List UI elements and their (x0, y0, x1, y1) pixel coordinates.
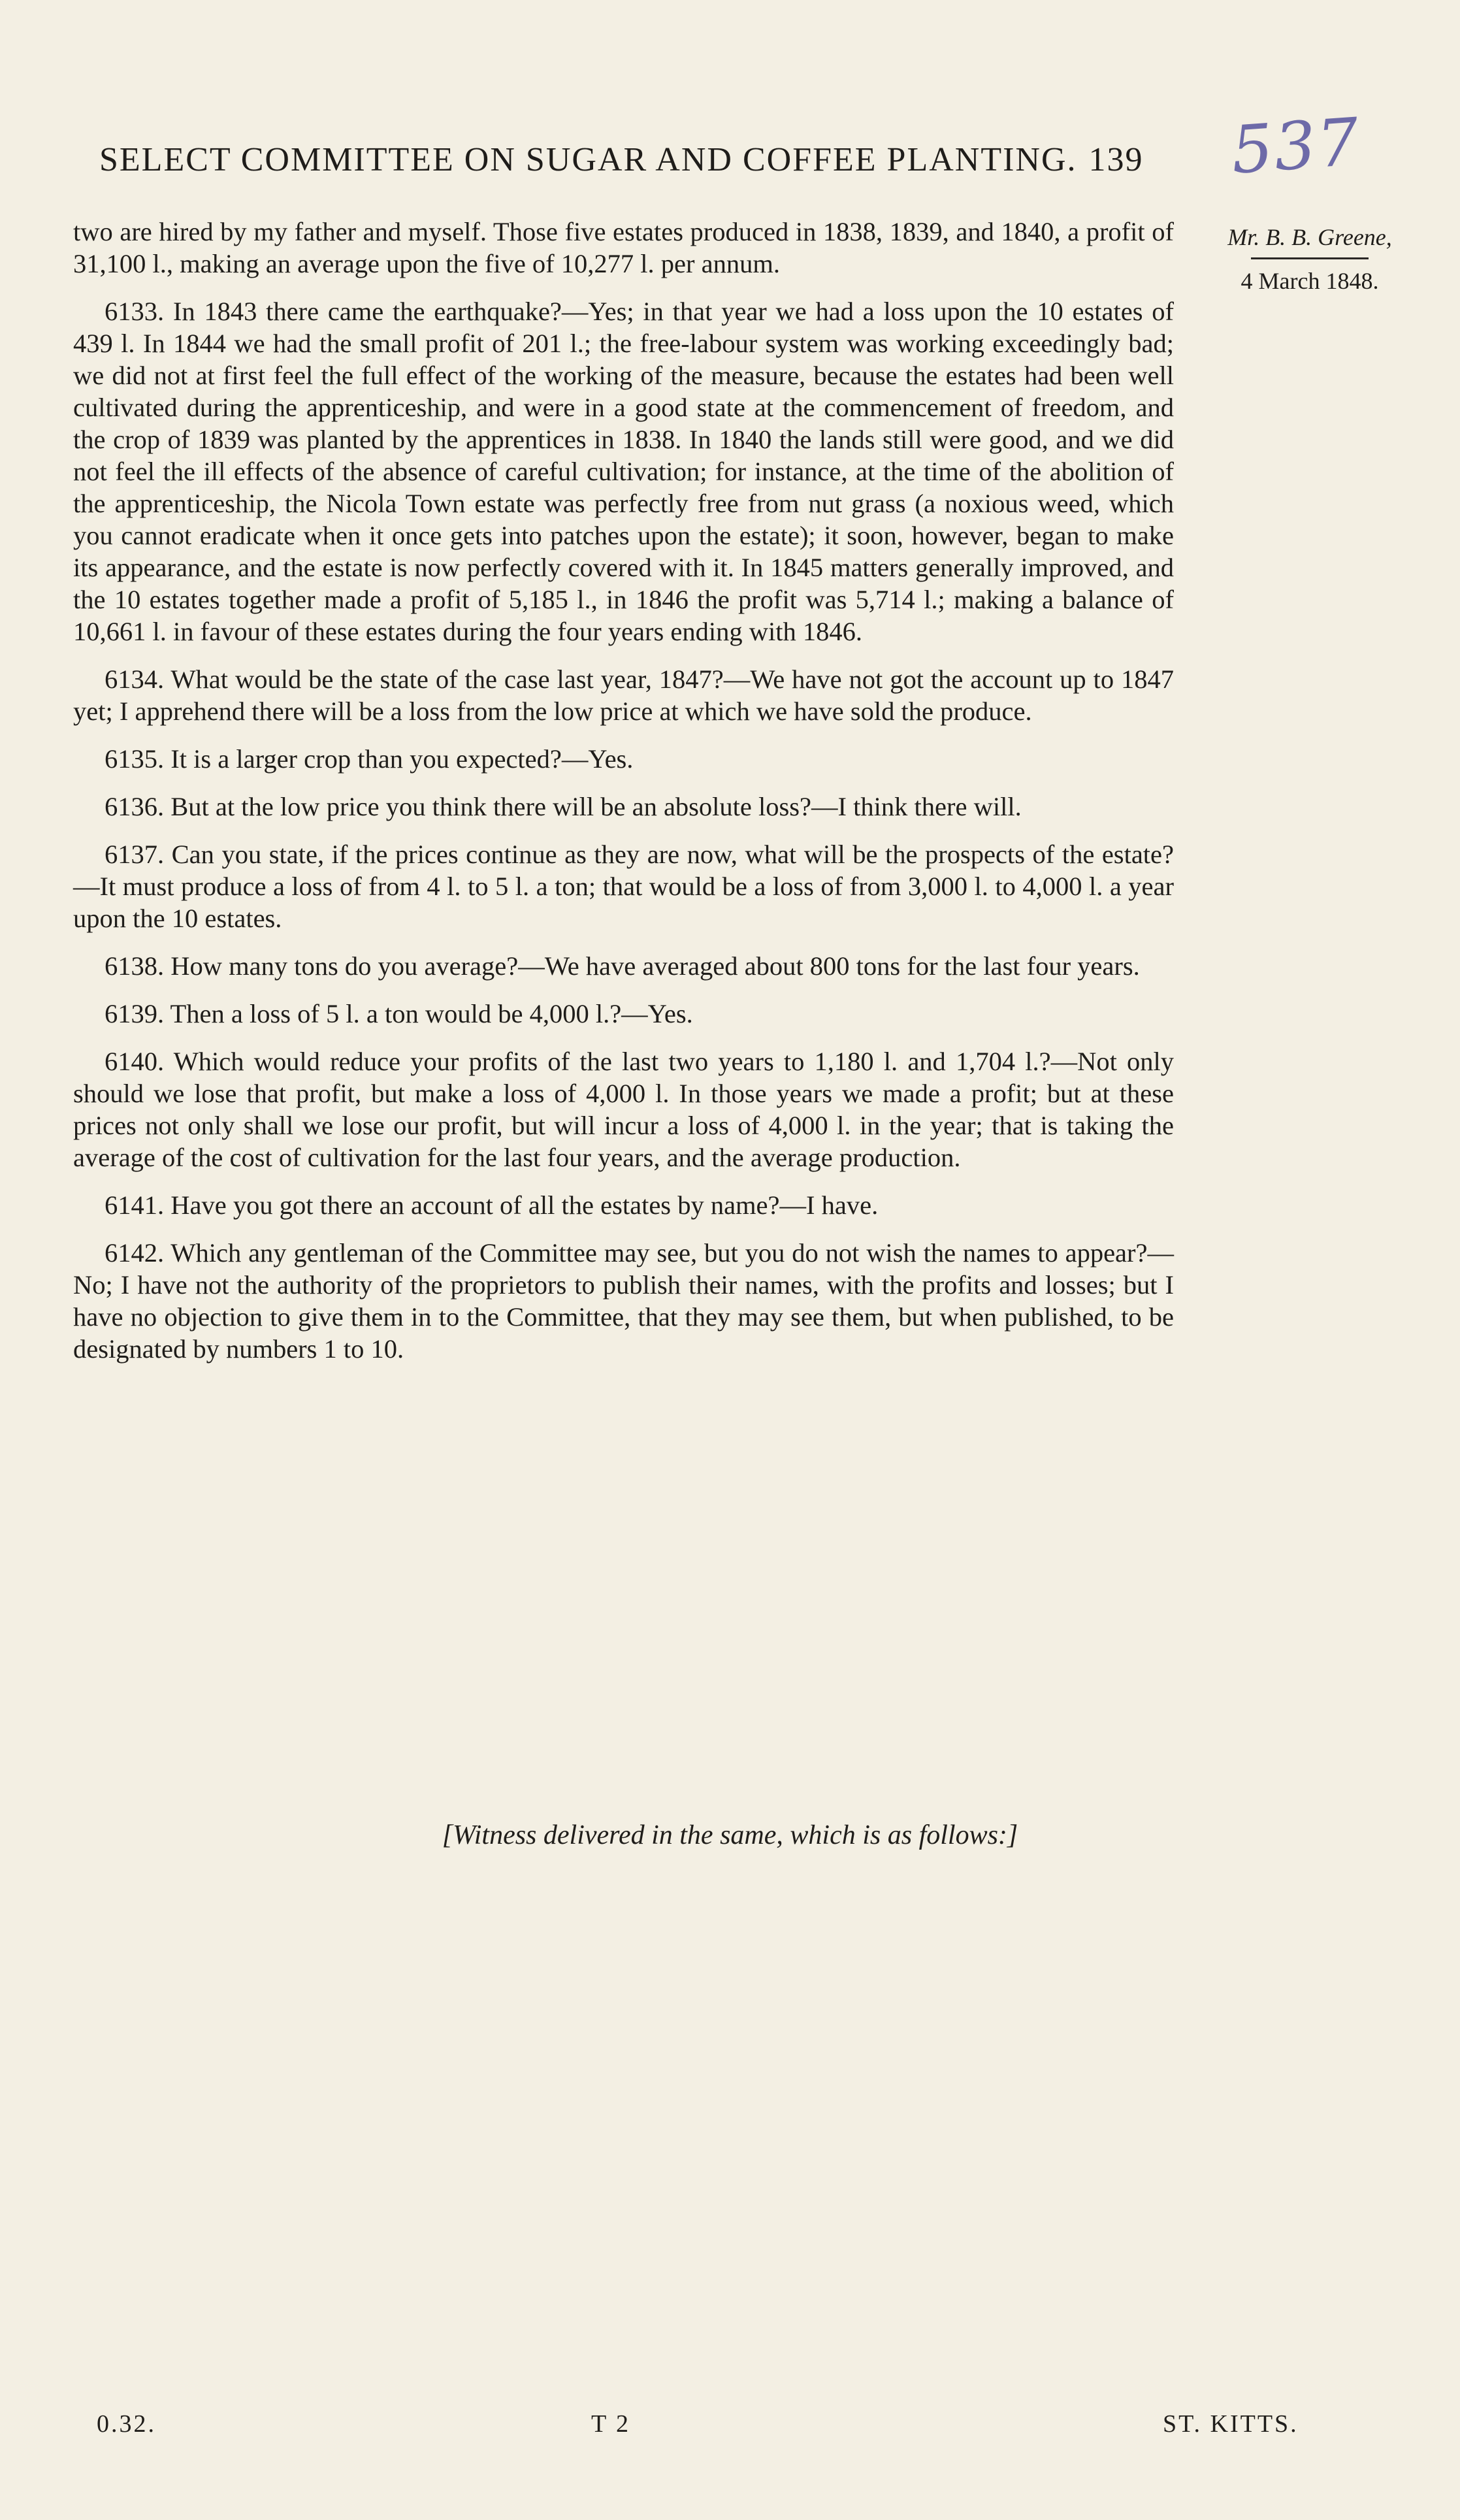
paragraph-number: 6134. (105, 664, 165, 694)
paragraph-number: 6140. (105, 1047, 165, 1076)
header-title: SELECT COMMITTEE ON SUGAR AND COFFEE PLANTING. (99, 141, 1077, 178)
paragraph-6138: 6138. How many tons do you average?—We have averaged about 800 tons for the last four years. (73, 950, 1174, 982)
paragraph-6134: 6134. What would be the state of the case last year, 1847?—We have not got the account up to 1847 yet; I apprehend there will be a loss from the low price at which we have sold the produce. (73, 664, 1174, 726)
paragraph-number: 6139. (105, 999, 165, 1028)
paragraph-number: 6137. (105, 840, 165, 869)
footer-catchword: ST. KITTS. (1163, 2410, 1299, 2438)
paragraph-number: 6136. (105, 792, 165, 821)
footer-signature-mark: T 2 (591, 2410, 631, 2438)
margin-note (1186, 221, 1434, 297)
header-page-number: 139 (1088, 141, 1144, 178)
paragraph-number: 6138. (105, 951, 165, 981)
paragraph-6140: 6140. Which would reduce your profits of the last two years to 1,180 l. and 1,704 l.?—Not only should we lose that profit, but make a loss of 4,000 l. In those years we made a profit; but at these prices not only shall we lose our profit, but will incur a loss of 4,000 l. in the year; that is taking the average of the cost of cultivation for the last four years, and the average production. (73, 1047, 1174, 1172)
paragraph-number: 6142. (105, 1238, 165, 1268)
paragraph-6136: 6136. But at the low price you think there will be an absolute loss?—I think there will. (73, 791, 1174, 823)
paragraph-6141: 6141. Have you got there an account of all the estates by name?—I have. (73, 1189, 1174, 1221)
margin-date: 4 March 1848. (1241, 268, 1379, 294)
margin-witness-name: Mr. B. B. Greene, (1227, 224, 1392, 250)
witness-delivery-note: [Witness delivered in the same, which is as follows:] (442, 1820, 1018, 1850)
margin-divider (1251, 257, 1369, 259)
paragraph-number: 6135. (105, 744, 165, 774)
paragraph-number: 6133. (105, 297, 165, 326)
paragraph-6135: 6135. It is a larger crop than you expected?—Yes. (73, 743, 1174, 775)
testimony-body (73, 216, 1174, 1381)
footer-left: 0.32. (97, 2410, 156, 2438)
paragraph-continuation: two are hired by my father and myself. Those five estates produced in 1838, 1839, and 1840, a profit of 31,100 l., making an average upon the five of 10,277 l. per annum. (73, 217, 1174, 278)
handwritten-folio-number: 537 (1229, 103, 1363, 189)
paragraph-6133: 6133. In 1843 there came the earthquake?—Yes; in that year we had a loss upon the 10 estates of 439 l. In 1844 we had the small profit of 201 l.; the free-labour system was working exceedingly bad; we did not at first feel the full effect of the working of the measure, because the estates had been well cultivated during the apprenticeship, and were in a good state at the commencement of freedom, and the crop of 1839 was planted by the apprentices in 1838. In 1840 the lands still were good, and we did not feel the ill effects of the absence of careful cultivation; for instance, at the time of the abolition of the apprenticeship, the Nicola Town estate was perfectly free from nut grass (a noxious weed, which you cannot eradicate when it once gets into patches upon the estate); it soon, however, began to make its appearance, and the estate is now perfectly covered with it. In 1845 matters generally improved, and the 10 estates together made a profit of 5,185 l., in 1846 the profit was 5,714 l.; making a balance of 10,661 l. in favour of these estates during the four years ending with 1846. (73, 297, 1174, 646)
page-header (99, 140, 1210, 179)
paragraph-number: 6141. (105, 1190, 165, 1220)
paragraph-6139: 6139. Then a loss of 5 l. a ton would be 4,000 l.?—Yes. (73, 998, 1174, 1030)
paragraph-6142: 6142. Which any gentleman of the Committee may see, but you do not wish the names to appear?—No; I have not the authority of the proprietors to publish their names, with the profits and losses; but I have no objection to give them in to the Committee, that they may see them, but when published, to be designated by numbers 1 to 10. (73, 1238, 1174, 1364)
paragraph-6137: 6137. Can you state, if the prices continue as they are now, what will be the prospects of the estate?—It must produce a loss of from 4 l. to 5 l. a ton; that would be a loss of from 3,000 l. to 4,000 l. a year upon the 10 estates. (73, 840, 1174, 933)
